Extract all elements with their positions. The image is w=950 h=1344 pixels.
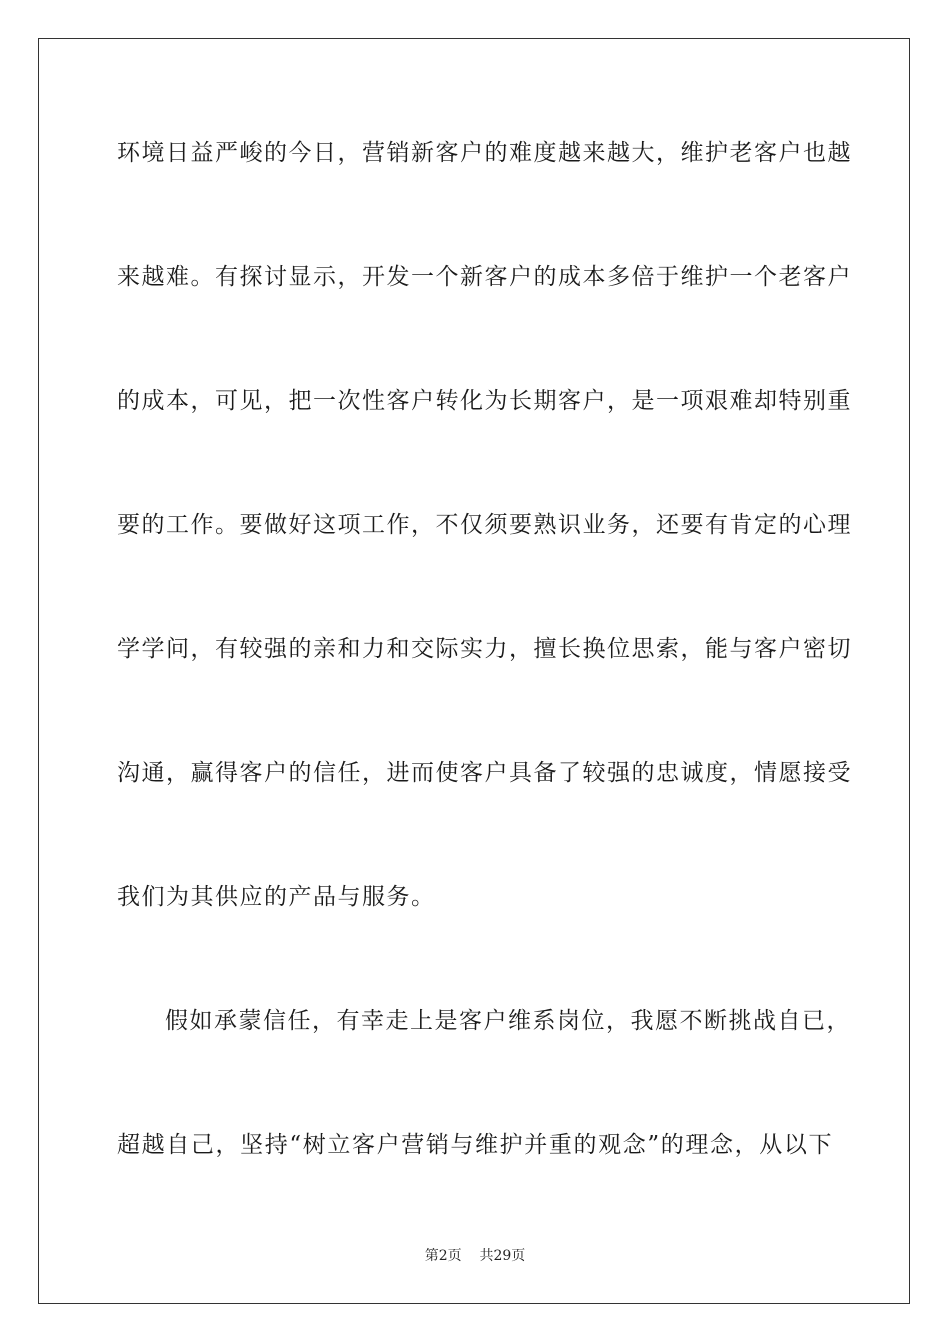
- body-text-line: 环境日益严峻的今日，营销新客户的难度越来越大，维护老客户也越: [117, 140, 852, 166]
- body-text-line: 超越自己，坚持“树立客户营销与维护并重的观念”的理念，从以下: [117, 1132, 833, 1158]
- body-text-line: 学学问，有较强的亲和力和交际实力，擅长换位思索，能与客户密切: [117, 636, 852, 662]
- page-border: [38, 38, 910, 1304]
- body-text-line: 假如承蒙信任，有幸走上是客户维系岗位，我愿不断挑战自已，: [165, 1008, 851, 1034]
- body-text-line: 的成本，可见，把一次性客户转化为长期客户，是一项艰难却特别重: [117, 388, 852, 414]
- body-text-line: 要的工作。要做好这项工作，不仅须要熟识业务，还要有肯定的心理: [117, 512, 852, 538]
- body-text-line: 我们为其供应的产品与服务。: [117, 884, 436, 910]
- body-text-line: 来越难。有探讨显示，开发一个新客户的成本多倍于维护一个老客户: [117, 264, 852, 290]
- page-number-footer: 第2页 共29页: [424, 1248, 526, 1264]
- body-text-line: 沟通，赢得客户的信任，进而使客户具备了较强的忠诚度，情愿接受: [117, 760, 852, 786]
